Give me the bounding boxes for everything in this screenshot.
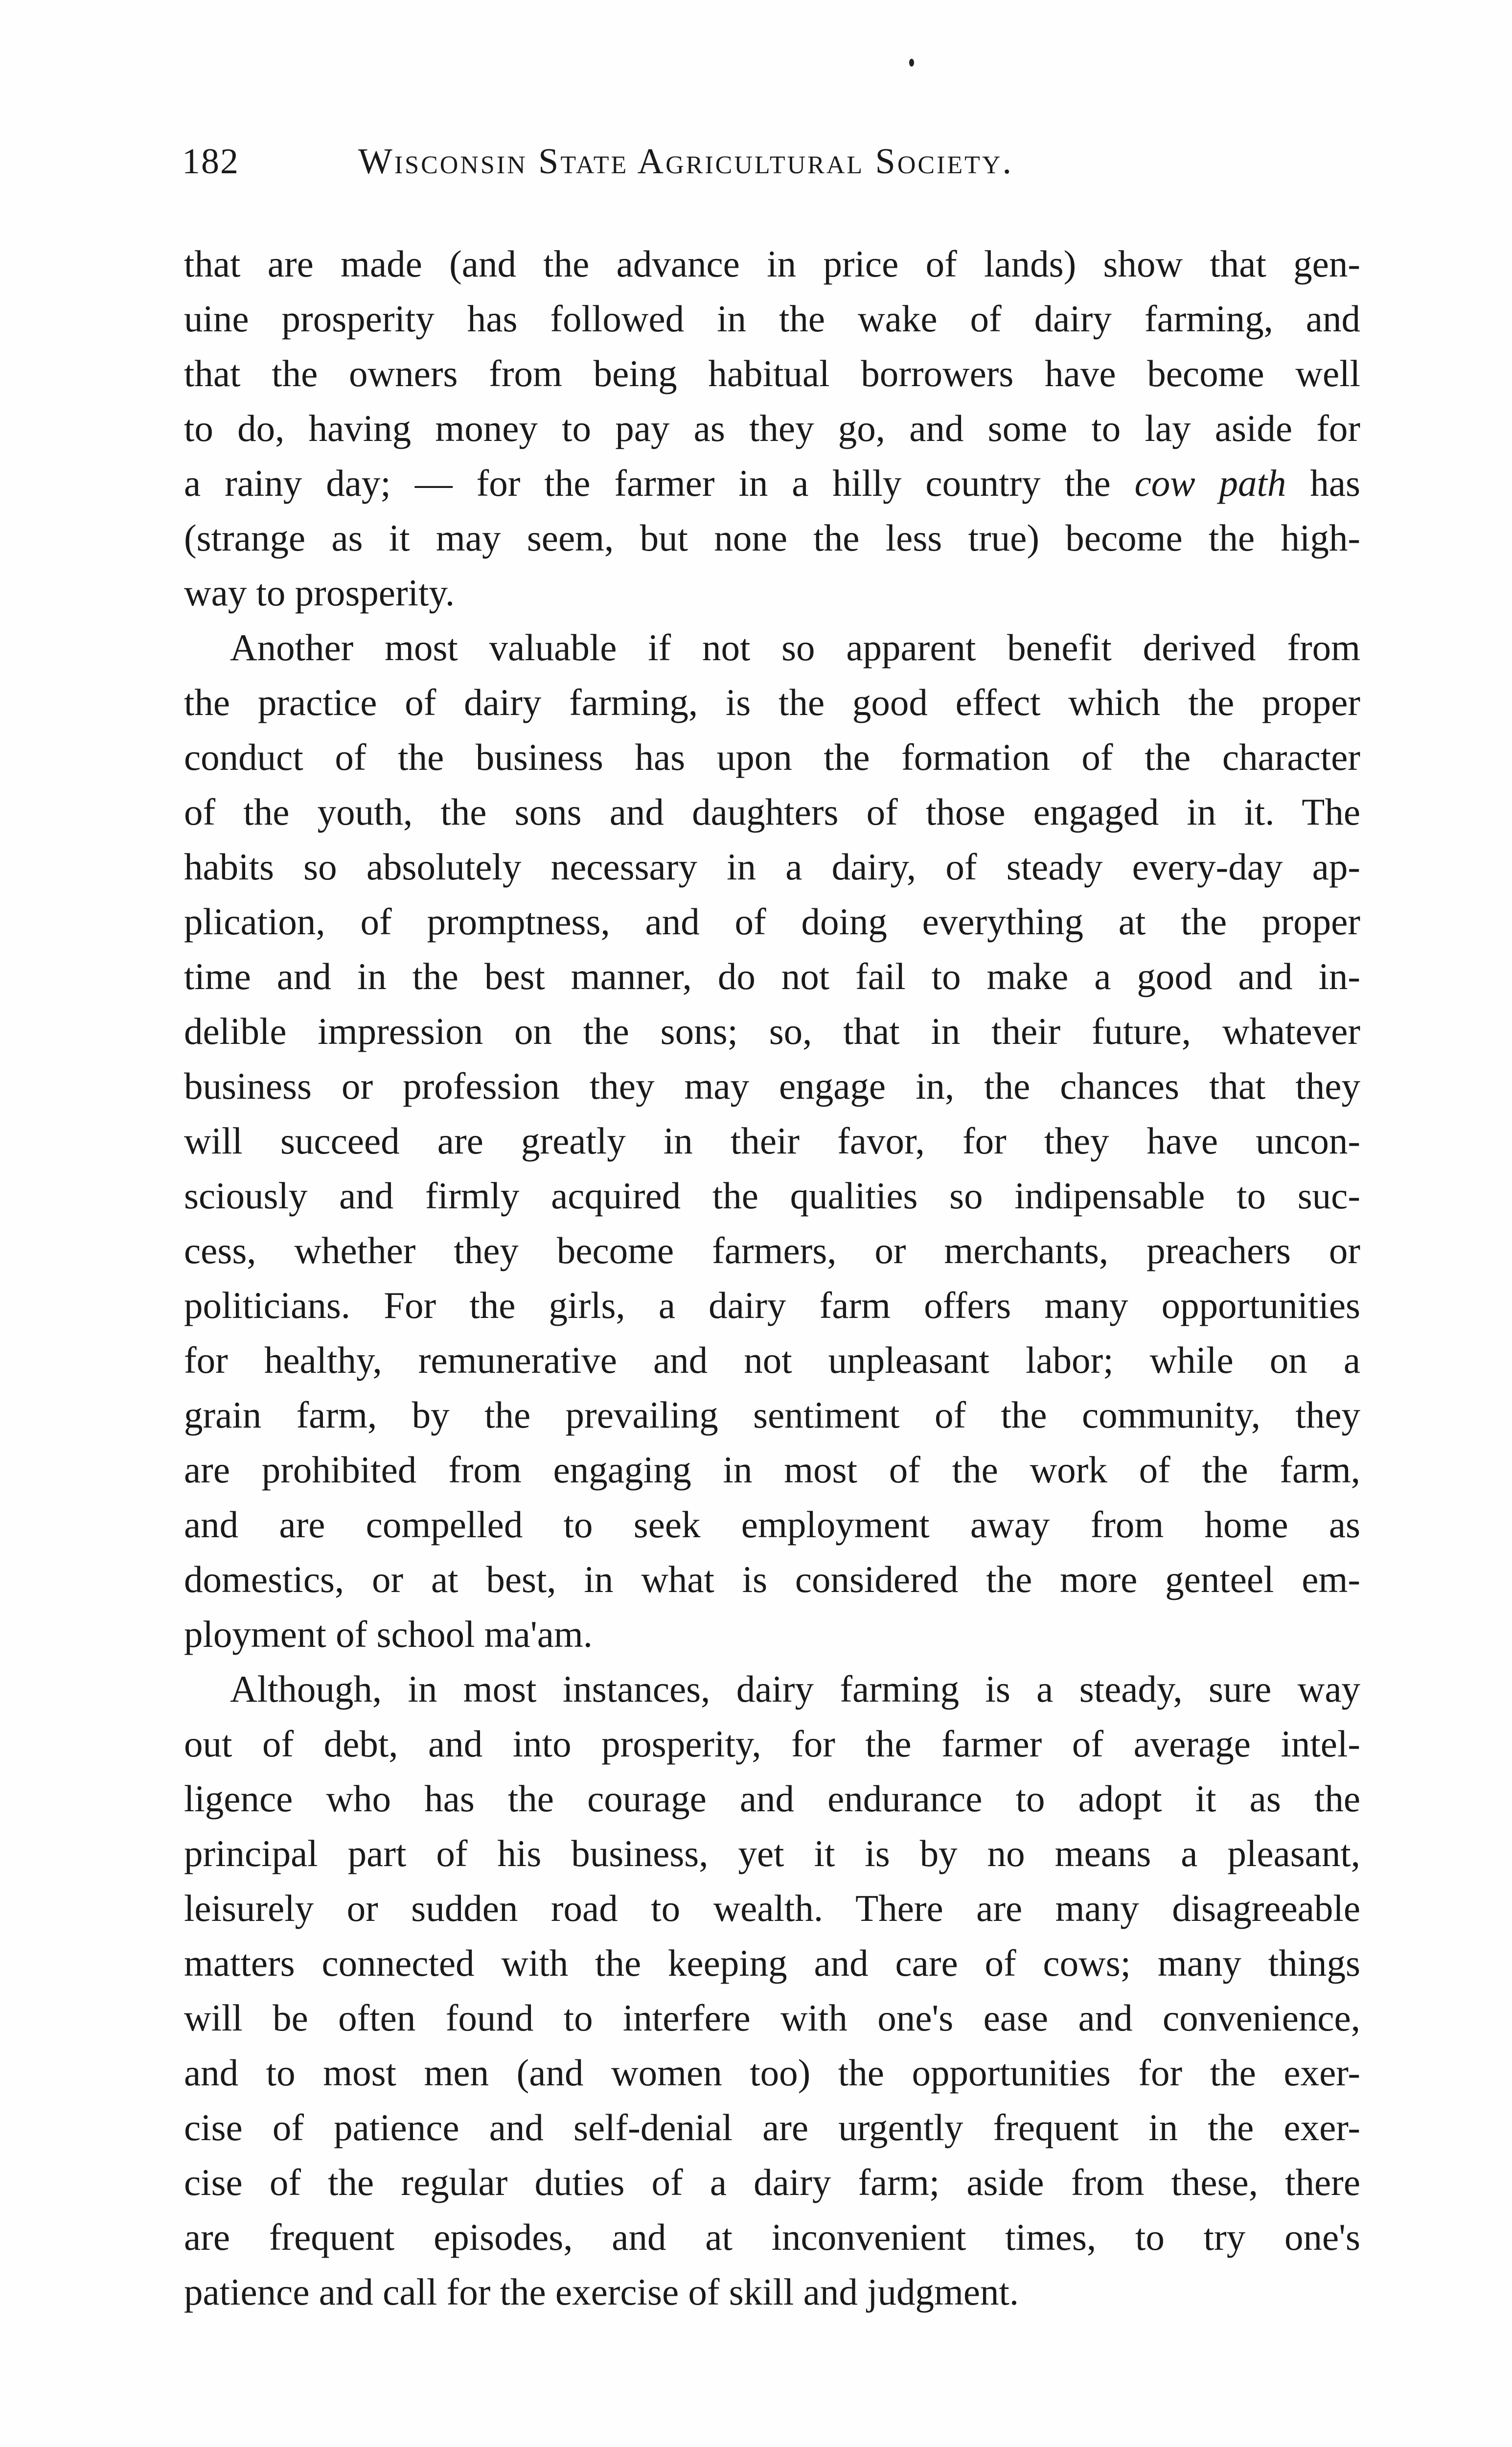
text-line: (strange as it may seem, but none the less true) become the high-: [184, 517, 1360, 559]
text-line: time and in the best manner, do not fail to make a good and in-: [184, 955, 1360, 997]
body-text: [184, 236, 1360, 2319]
text-line: grain farm, by the prevailing sentiment of the community, they: [184, 1394, 1360, 1436]
text-line: Although, in most instances, dairy farming is a steady, sure way: [230, 1668, 1360, 1710]
text-line: politicians. For the girls, a dairy farm offers many opportunities: [184, 1284, 1360, 1326]
text-line: and to most men (and women too) the opportunities for the exer-: [184, 2052, 1360, 2094]
text-line: cise of the regular duties of a dairy farm; aside from these, there: [184, 2161, 1360, 2203]
text-line: of the youth, the sons and daughters of those engaged in it. The: [184, 791, 1360, 833]
text-line: leisurely or sudden road to wealth. There are many disagreeable: [184, 1887, 1360, 1929]
text-line: that the owners from being habitual borrowers have become well: [184, 352, 1360, 394]
page-number: 182: [182, 141, 239, 182]
text-line: patience and call for the exercise of skill and judgment.: [184, 2271, 1019, 2313]
paragraph-1: [184, 236, 1360, 620]
text-line: plication, of promptness, and of doing everything at the proper: [184, 900, 1360, 943]
text-line-with-italic: [184, 456, 1360, 510]
text-line: that are made (and the advance in price of lands) show that gen-: [184, 243, 1360, 285]
text-line: out of debt, and into prosperity, for the farmer of average intel-: [184, 1723, 1360, 1765]
text-line: uine prosperity has followed in the wake of dairy farming, and: [184, 298, 1360, 340]
text-line: Another most valuable if not so apparent benefit derived from: [230, 626, 1360, 669]
text-line: are frequent episodes, and at inconvenient times, to try one's: [184, 2216, 1360, 2258]
text-line: conduct of the business has upon the formation of the character: [184, 736, 1360, 778]
text-line: will succeed are greatly in their favor, for they have uncon-: [184, 1120, 1360, 1162]
italic-phrase: cow path: [1134, 462, 1286, 504]
text-line: habits so absolutely necessary in a dairy, of steady every-day ap-: [184, 846, 1360, 888]
paragraph-3: [184, 1662, 1360, 2319]
ink-speck: [909, 59, 914, 67]
text-line: matters connected with the keeping and care of cows; many things: [184, 1942, 1360, 1984]
text-line: delible impression on the sons; so, that in their future, whatever: [184, 1010, 1360, 1052]
paragraph-2: [184, 620, 1360, 1662]
text-line: domestics, or at best, in what is considered the more genteel em-: [184, 1558, 1360, 1600]
text-line: for healthy, remunerative and not unpleasant labor; while on a: [184, 1339, 1360, 1381]
text-line: will be often found to interfere with one's ease and convenience,: [184, 1997, 1360, 2039]
text-line: principal part of his business, yet it is by no means a pleasant,: [184, 1832, 1360, 1874]
text-line: to do, having money to pay as they go, and some to lay aside for: [184, 407, 1360, 449]
running-head: [182, 141, 1366, 195]
text-line: and are compelled to seek employment away from home as: [184, 1503, 1360, 1546]
text-line: cess, whether they become farmers, or merchants, preachers or: [184, 1229, 1360, 1271]
text-line: business or profession they may engage in, the chances that they: [184, 1065, 1360, 1107]
text-fragment: has: [1286, 462, 1360, 504]
text-line: ligence who has the courage and endurance to adopt it as the: [184, 1778, 1360, 1820]
text-line: way to prosperity.: [184, 572, 455, 614]
text-line: cise of patience and self-denial are urgently frequent in the exer-: [184, 2106, 1360, 2148]
text-line: sciously and firmly acquired the qualities so indipensable to suc-: [184, 1175, 1360, 1217]
text-fragment: a rainy day; — for the farmer in a hilly country the: [184, 462, 1135, 504]
text-line: ployment of school ma'am.: [184, 1613, 593, 1655]
text-line: the practice of dairy farming, is the good effect which the proper: [184, 681, 1360, 723]
running-title: Wisconsin State Agricultural Society.: [358, 141, 1013, 182]
text-line: are prohibited from engaging in most of the work of the farm,: [184, 1449, 1360, 1491]
